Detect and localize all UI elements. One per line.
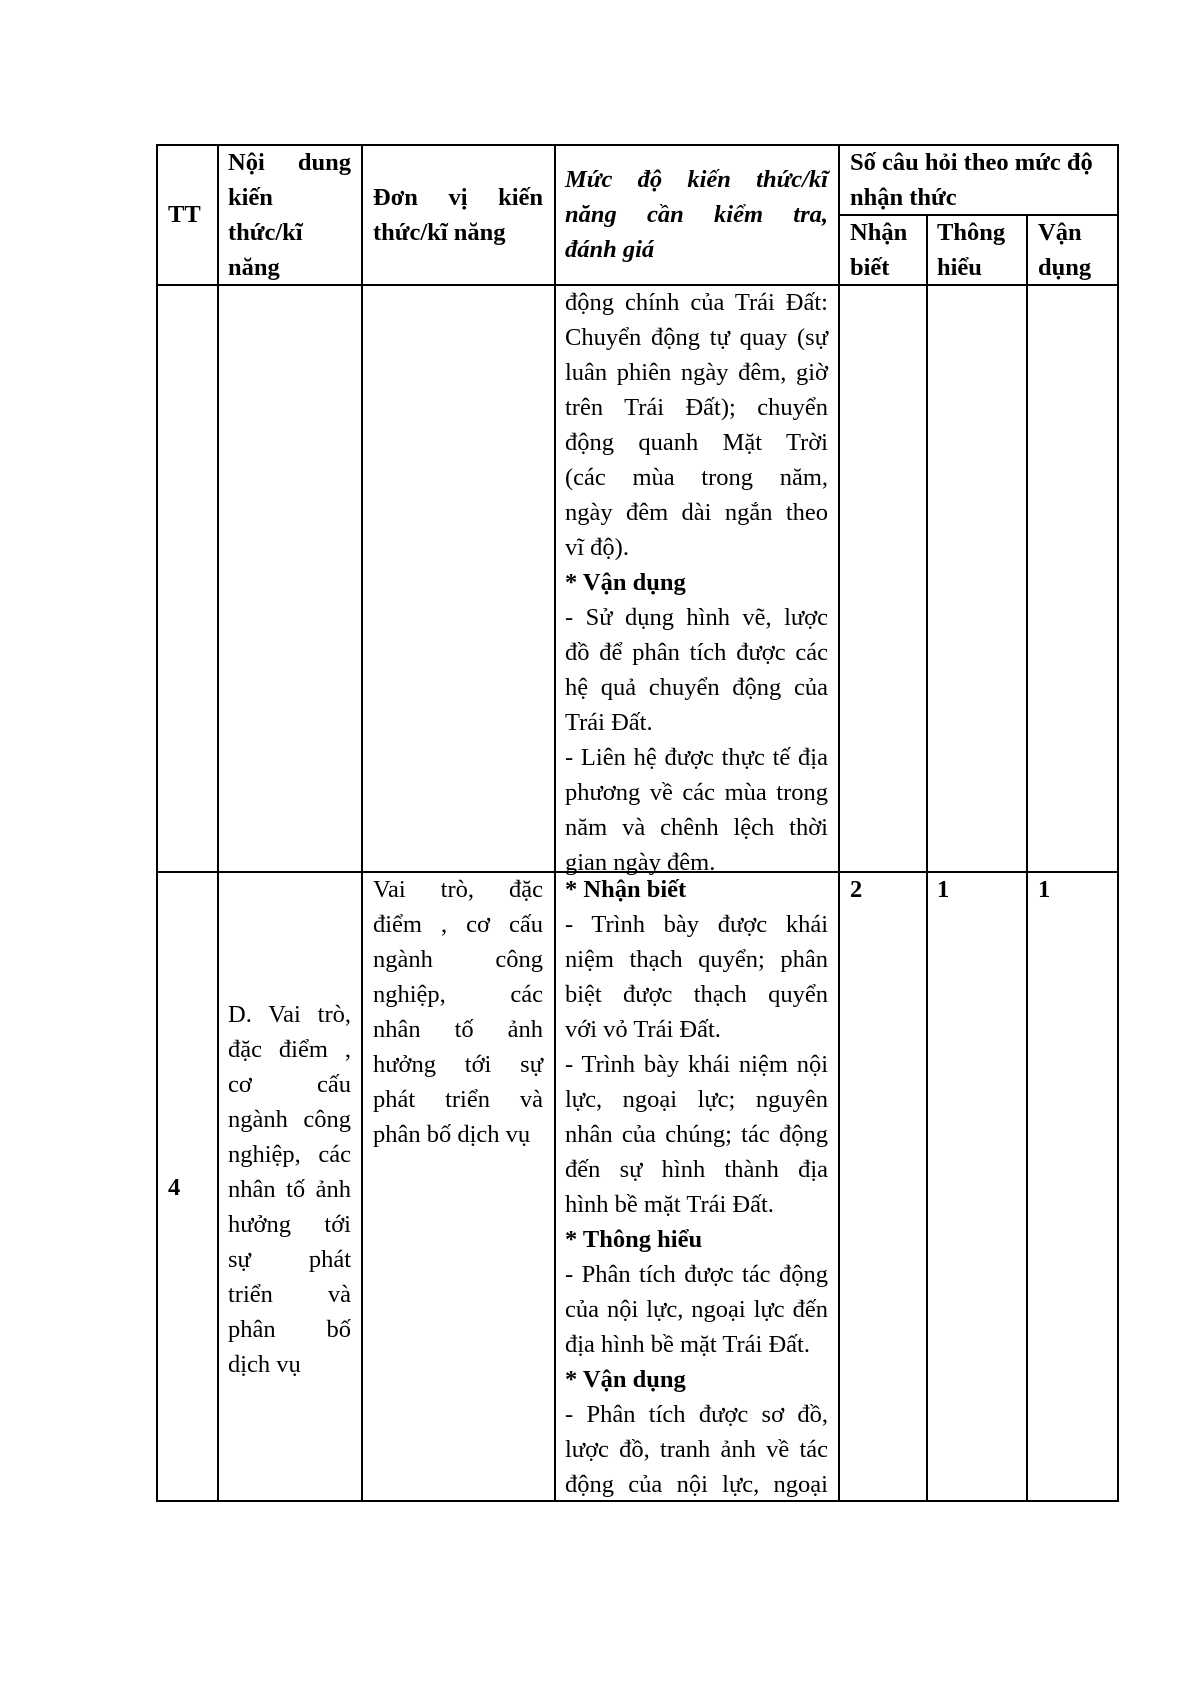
- header-nhan-biet: Nhận biết: [850, 219, 908, 281]
- header-van-dung: Vận dụng: [1038, 219, 1092, 281]
- rule-col-6: [1026, 214, 1028, 1502]
- rule-col-3: [554, 144, 556, 1502]
- rule-col-7: [1117, 144, 1119, 1502]
- header-so-cau: Số câu hỏi theo mức độ nhận thức: [850, 149, 1093, 211]
- rule-col-2: [361, 144, 363, 1502]
- heading-nhan-biet: * Nhận biết: [565, 876, 687, 903]
- row4-tt: 4: [168, 1174, 181, 1201]
- heading-van-dung: * Vận dụng: [565, 569, 686, 596]
- row4-nhan-biet-count: 2: [850, 876, 863, 903]
- row4-muc-do: * Nhận biết - Trình bày được khái niệm thạch quyển; phân biệt được thạch quyển với vỏ Trái Đất. - Trình bày khái niệm nội lực, ngoại lực; nguyên nhân của chúng; tác động đến sự hình thành địa hình bề mặt Trái Đất. * Thông hiểu - Phân tích được tác động của nội lực, ngoại lực đến địa hình bề mặt Trái Đất. * Vận dụng - Phân tích được sơ đồ, lược đồ, tranh ảnh về tác động của nội lực, ngoại: [565, 872, 828, 1502]
- heading-thong-hieu: * Thông hiểu: [565, 1226, 703, 1253]
- assessment-table: [156, 144, 1119, 1502]
- header-tt: TT: [168, 201, 201, 228]
- row4-van-dung-count: 1: [1038, 876, 1051, 903]
- rule-col-4: [838, 144, 840, 1502]
- row4-thong-hieu-count: 1: [937, 876, 950, 903]
- header-don-vi: Đơn vị kiến thức/kĩ năng: [373, 184, 543, 246]
- header-thong-hieu: Thông hiểu: [937, 219, 1006, 281]
- rule-col-0: [156, 144, 158, 1502]
- heading-van-dung: * Vận dụng: [565, 1366, 686, 1393]
- row4-noi-dung: D. Vai trò, đặc điểm , cơ cấu ngành công nghiệp, các nhân tố ảnh hưởng tới sự phát triển và phân bố dịch vụ: [228, 1001, 351, 1378]
- header-noi-dung: Nội dung kiến thức/kĩ năng: [228, 149, 351, 281]
- header-muc-do: Mức độ kiến thức/kĩ năng cần kiểm tra, đánh giá: [565, 166, 828, 263]
- rule-col-1: [217, 144, 219, 1502]
- continuation-muc-do: động chính của Trái Đất: Chuyển động tự quay (sự luân phiên ngày đêm, giờ trên Trái Đất); chuyển động quanh Mặt Trời (các mùa trong năm, ngày đêm dài ngắn theo vĩ độ). * Vận dụng - Sử dụng hình vẽ, lược đồ để phân tích được các hệ quả chuyển động của Trái Đất. - Liên hệ được thực tế địa phương về các mùa trong năm và chênh lệch thời gian ngày đêm.: [565, 289, 828, 876]
- rule-col-5: [926, 214, 928, 1502]
- row4-don-vi: Vai trò, đặc điểm , cơ cấu ngành công nghiệp, các nhân tố ảnh hưởng tới sự phát triển và phân bố dịch vụ: [373, 876, 543, 1148]
